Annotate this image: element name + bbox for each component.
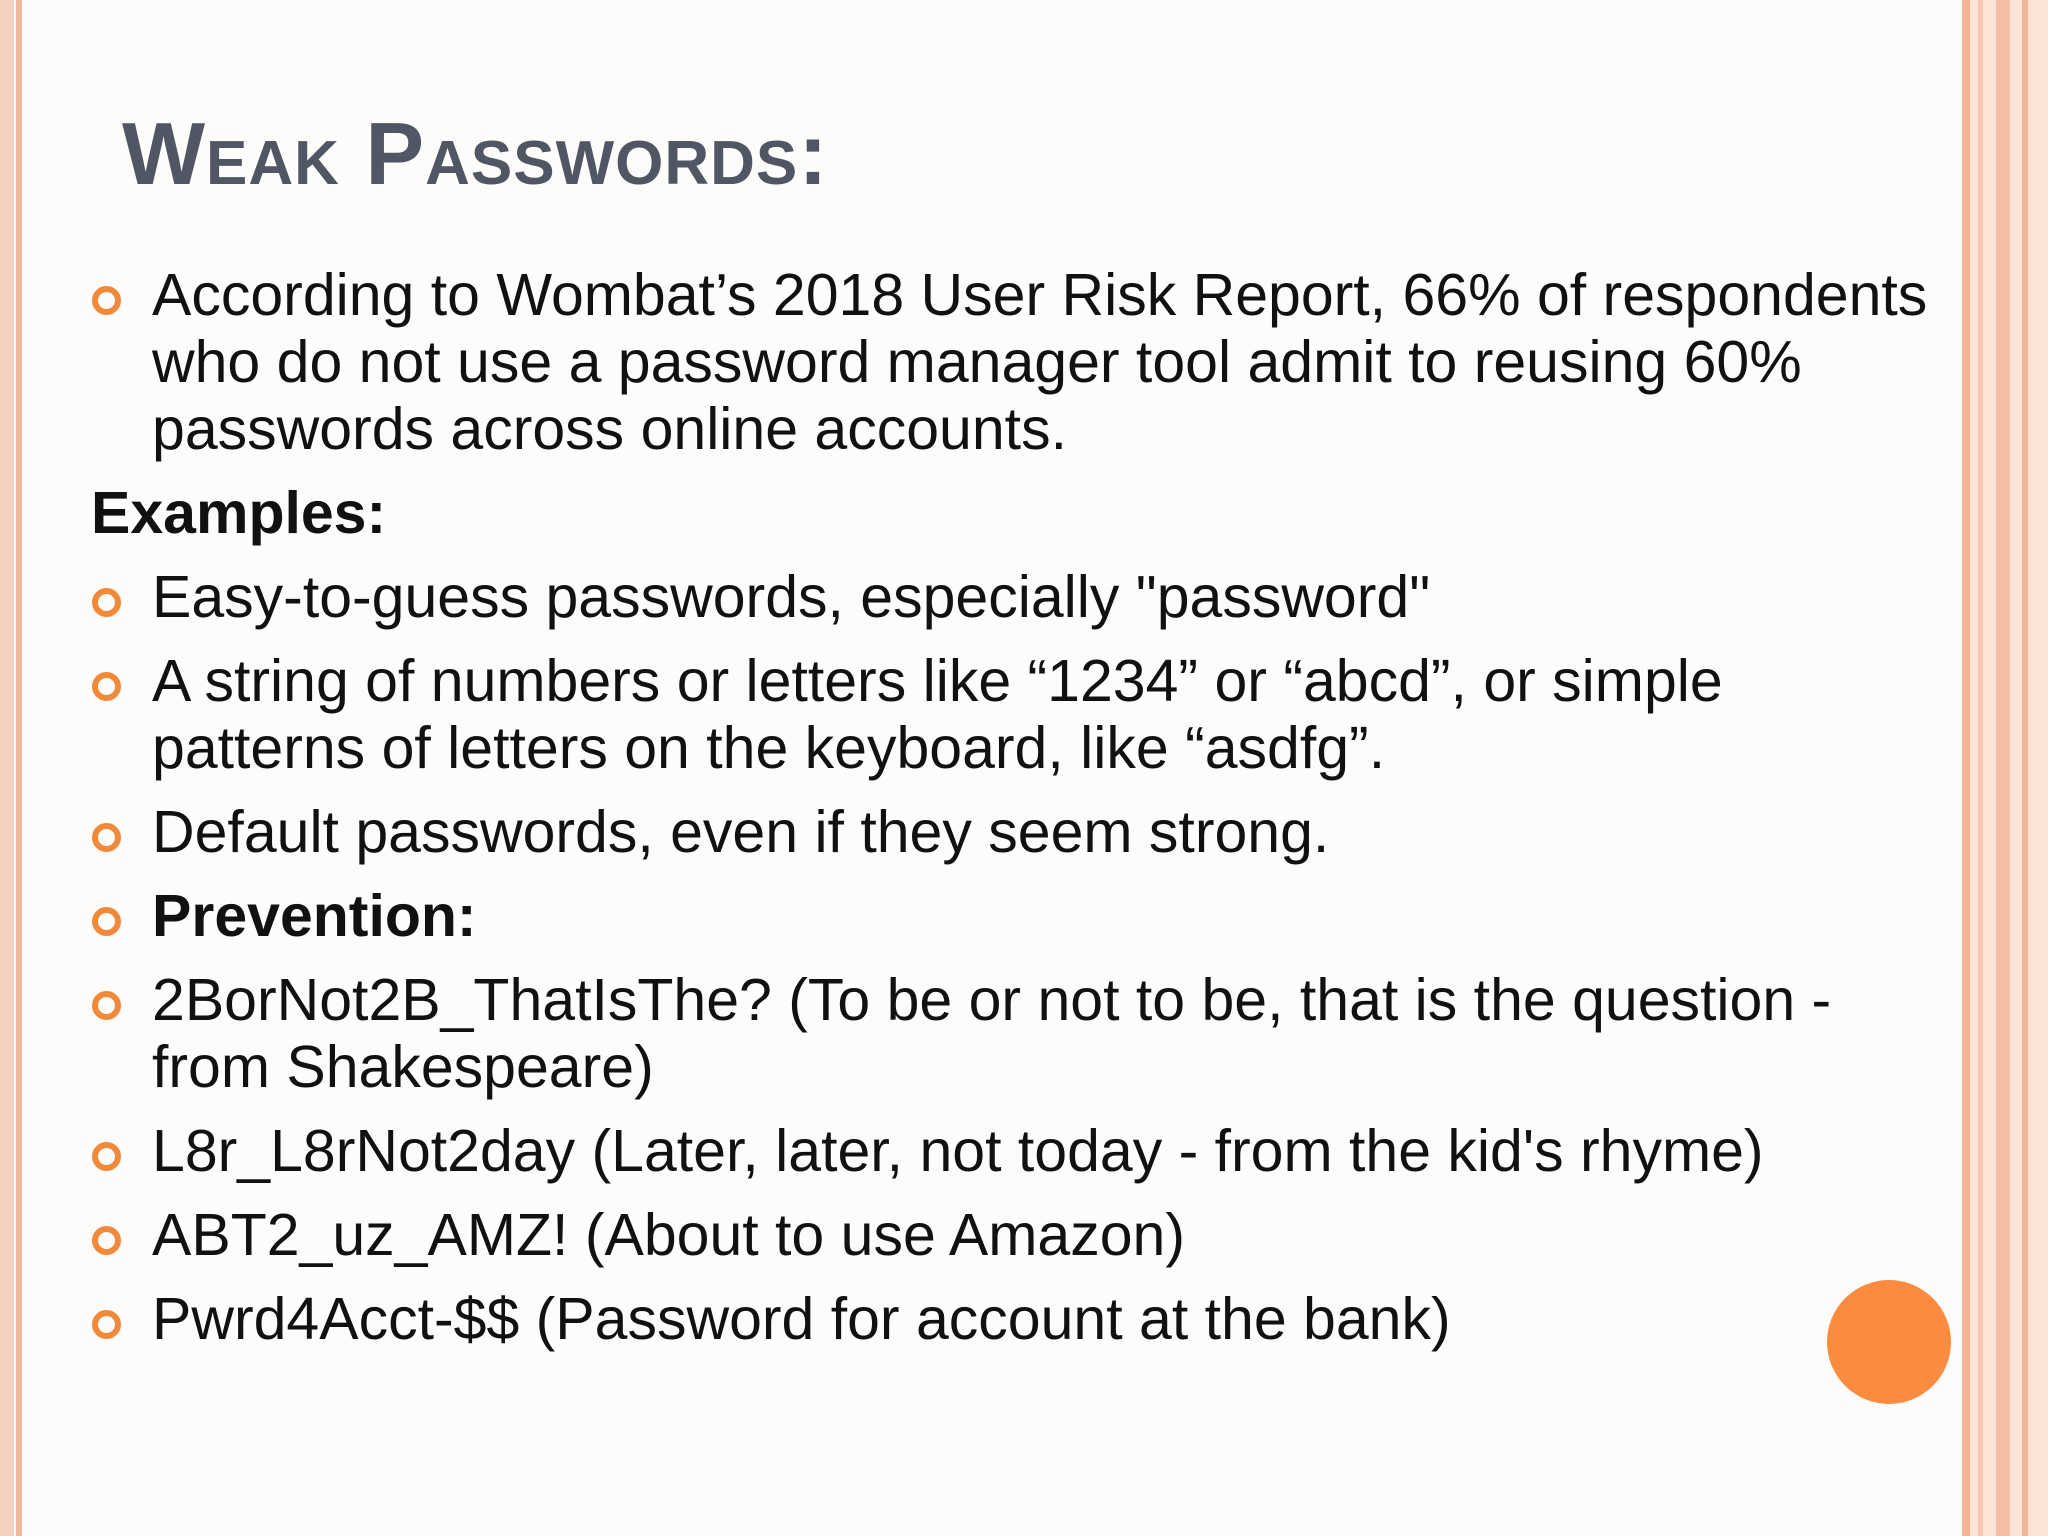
right-border-line [1996,0,2010,1536]
heading-text: Examples: [91,480,387,546]
list-item [88,262,1928,463]
right-border-line [1978,0,1983,1536]
slide-title: Weak Passwords: [122,104,829,203]
left-border-decoration [0,0,14,1536]
heading-text: Prevention: [152,883,477,949]
prevention-heading [88,883,1928,950]
list-item-text: A string of numbers or letters like “1234” or “abcd”, or simple patterns of letters on the keyboard, like “asdfg”. [152,648,1723,781]
list-item [88,1118,1928,1185]
bullet-icon [92,1142,121,1171]
list-item-text: Easy-to-guess passwords, especially "password" [152,564,1431,630]
list-item [88,648,1928,782]
list-item-text: L8r_L8rNot2day (Later, later, not today - from the kid's rhyme) [152,1118,1764,1184]
orange-circle-decoration [1827,1280,1951,1404]
right-border-line [2022,0,2028,1536]
left-border-line [16,0,22,1536]
list-item-text: ABT2_uz_AMZ! (About to use Amazon) [152,1202,1185,1268]
list-item [88,564,1928,631]
bullet-icon [92,672,121,701]
list-item [88,799,1928,866]
bullet-icon [92,823,121,852]
slide-content [88,262,1928,1370]
list-item-text: According to Wombat’s 2018 User Risk Report, 66% of respondents who do not use a password manager tool admit to reusing 60% passwords across online accounts. [152,262,1928,462]
bullet-icon [92,1226,121,1255]
bullet-icon [92,907,121,936]
list-item [88,967,1928,1101]
examples-heading [88,480,1928,547]
list-item-text: 2BorNot2B_ThatIsThe? (To be or not to be, that is the question - from Shakespeare) [152,967,1832,1100]
bullet-icon [92,1310,121,1339]
list-item [88,1202,1928,1269]
bullet-icon [92,991,121,1020]
bullet-icon [92,588,121,617]
list-item-text: Pwrd4Acct-$$ (Password for account at the bank) [152,1286,1451,1352]
bullet-icon [92,286,121,315]
right-border-line [1962,0,1970,1536]
list-item [88,1286,1928,1353]
list-item-text: Default passwords, even if they seem strong. [152,799,1330,865]
